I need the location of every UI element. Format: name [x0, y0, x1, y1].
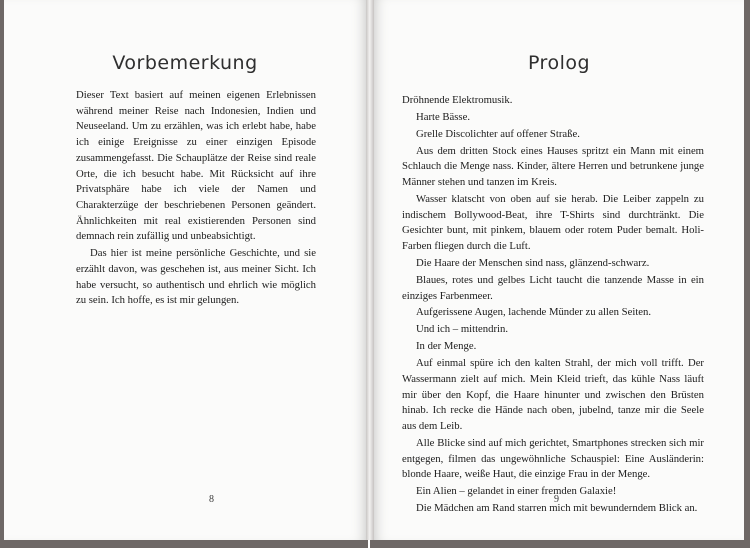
- right-paragraph: Grelle Discolichter auf offener Straße.: [416, 127, 580, 140]
- book-spine: [366, 0, 374, 540]
- left-page-heading: Vorbemerkung: [112, 52, 258, 74]
- left-page: [4, 0, 366, 540]
- right-paragraph: Auf einmal spüre ich den kalten Strahl, der mich voll trifft. Der Wassermann zielt auf mich. Mein Kleid trieft, das kühle Nass läuft mir über den Kopf, die Haare hinunter und zwischen den Brüsten hinab. Ich recke die Hände nach oben, jubelnd, tanze mir die Seele aus dem Leib.: [402, 357, 704, 432]
- right-paragraph: Aufgerissene Augen, lachende Münder zu allen Seiten.: [416, 306, 652, 319]
- left-page-body: [76, 88, 316, 310]
- right-paragraph: Harte Bässe.: [416, 110, 471, 123]
- right-paragraph: Die Mädchen am Rand starren mich mit bewunderndem Blick an.: [416, 502, 698, 515]
- right-paragraph: Wasser klatscht von oben auf sie herab. Die Leiber zappeln zu indischem Bollywood-Beat, ihre T-Shirts sind durchtränkt. Die Gesichter bunt, mit pinkem, blauem oder rotem Puder bemalt. Holi-Farben fliegen durch die Luft.: [402, 192, 704, 253]
- right-page-number: 9: [554, 494, 559, 505]
- right-page-body: [402, 93, 704, 518]
- right-paragraph: Und ich – mittendrin.: [416, 323, 509, 336]
- right-paragraph: Blaues, rotes und gelbes Licht taucht die tanzende Masse in ein einziges Farbenmeer.: [402, 273, 704, 302]
- right-paragraph: In der Menge.: [416, 340, 477, 353]
- left-paragraph: Das hier ist meine persönliche Geschichte, und sie erzählt davon, was geschehen ist, aus meiner Sicht. Ich habe versucht, so authentisch und ehrlich wie möglich zu sein. Ich hoffe, es ist mir gelungen.: [76, 247, 316, 307]
- right-paragraph: Die Haare der Menschen sind nass, glänzend-schwarz.: [416, 256, 650, 269]
- right-page: [374, 0, 744, 540]
- right-paragraph: Dröhnende Elektromusik.: [402, 94, 513, 106]
- right-page-heading: Prolog: [527, 52, 591, 74]
- right-paragraph: Alle Blicke sind auf mich gerichtet, Smartphones strecken sich mir entgegen, filmen das ungewöhnliche Schauspiel: Eine Ausländerin: blonde Haare, weiße Haut, die einzige Frau in der Menge.: [402, 436, 704, 481]
- left-paragraph: Dieser Text basiert auf meinen eigenen Erlebnissen während meiner Reise nach Indonesien, Indien und Neuseeland. Um zu erzählen, was ich erlebt habe, habe ich einige Ereignisse zu einer einzigen Episode zusammengefasst. Die Schauplätze der Reise sind reale Orte, die ich besucht habe. Mit Rücksicht auf ihre Privatsphäre habe ich viele der Namen und Charakterzüge der beschriebenen Personen geändert. Ähnlichkeiten mit real existierenden Personen sind demnach rein zufällig und unbeabsichtigt.: [76, 89, 316, 243]
- right-paragraph: Aus dem dritten Stock eines Hauses spritzt ein Mann mit einem Schlauch die Menge nass. Kinder, ältere Herren und betrunkene junge Männer stehen und tanzen im Kreis.: [402, 144, 704, 189]
- right-paragraph: Ein Alien – gelandet in einer fremden Galaxie!: [416, 485, 617, 498]
- left-page-number: 8: [209, 494, 214, 505]
